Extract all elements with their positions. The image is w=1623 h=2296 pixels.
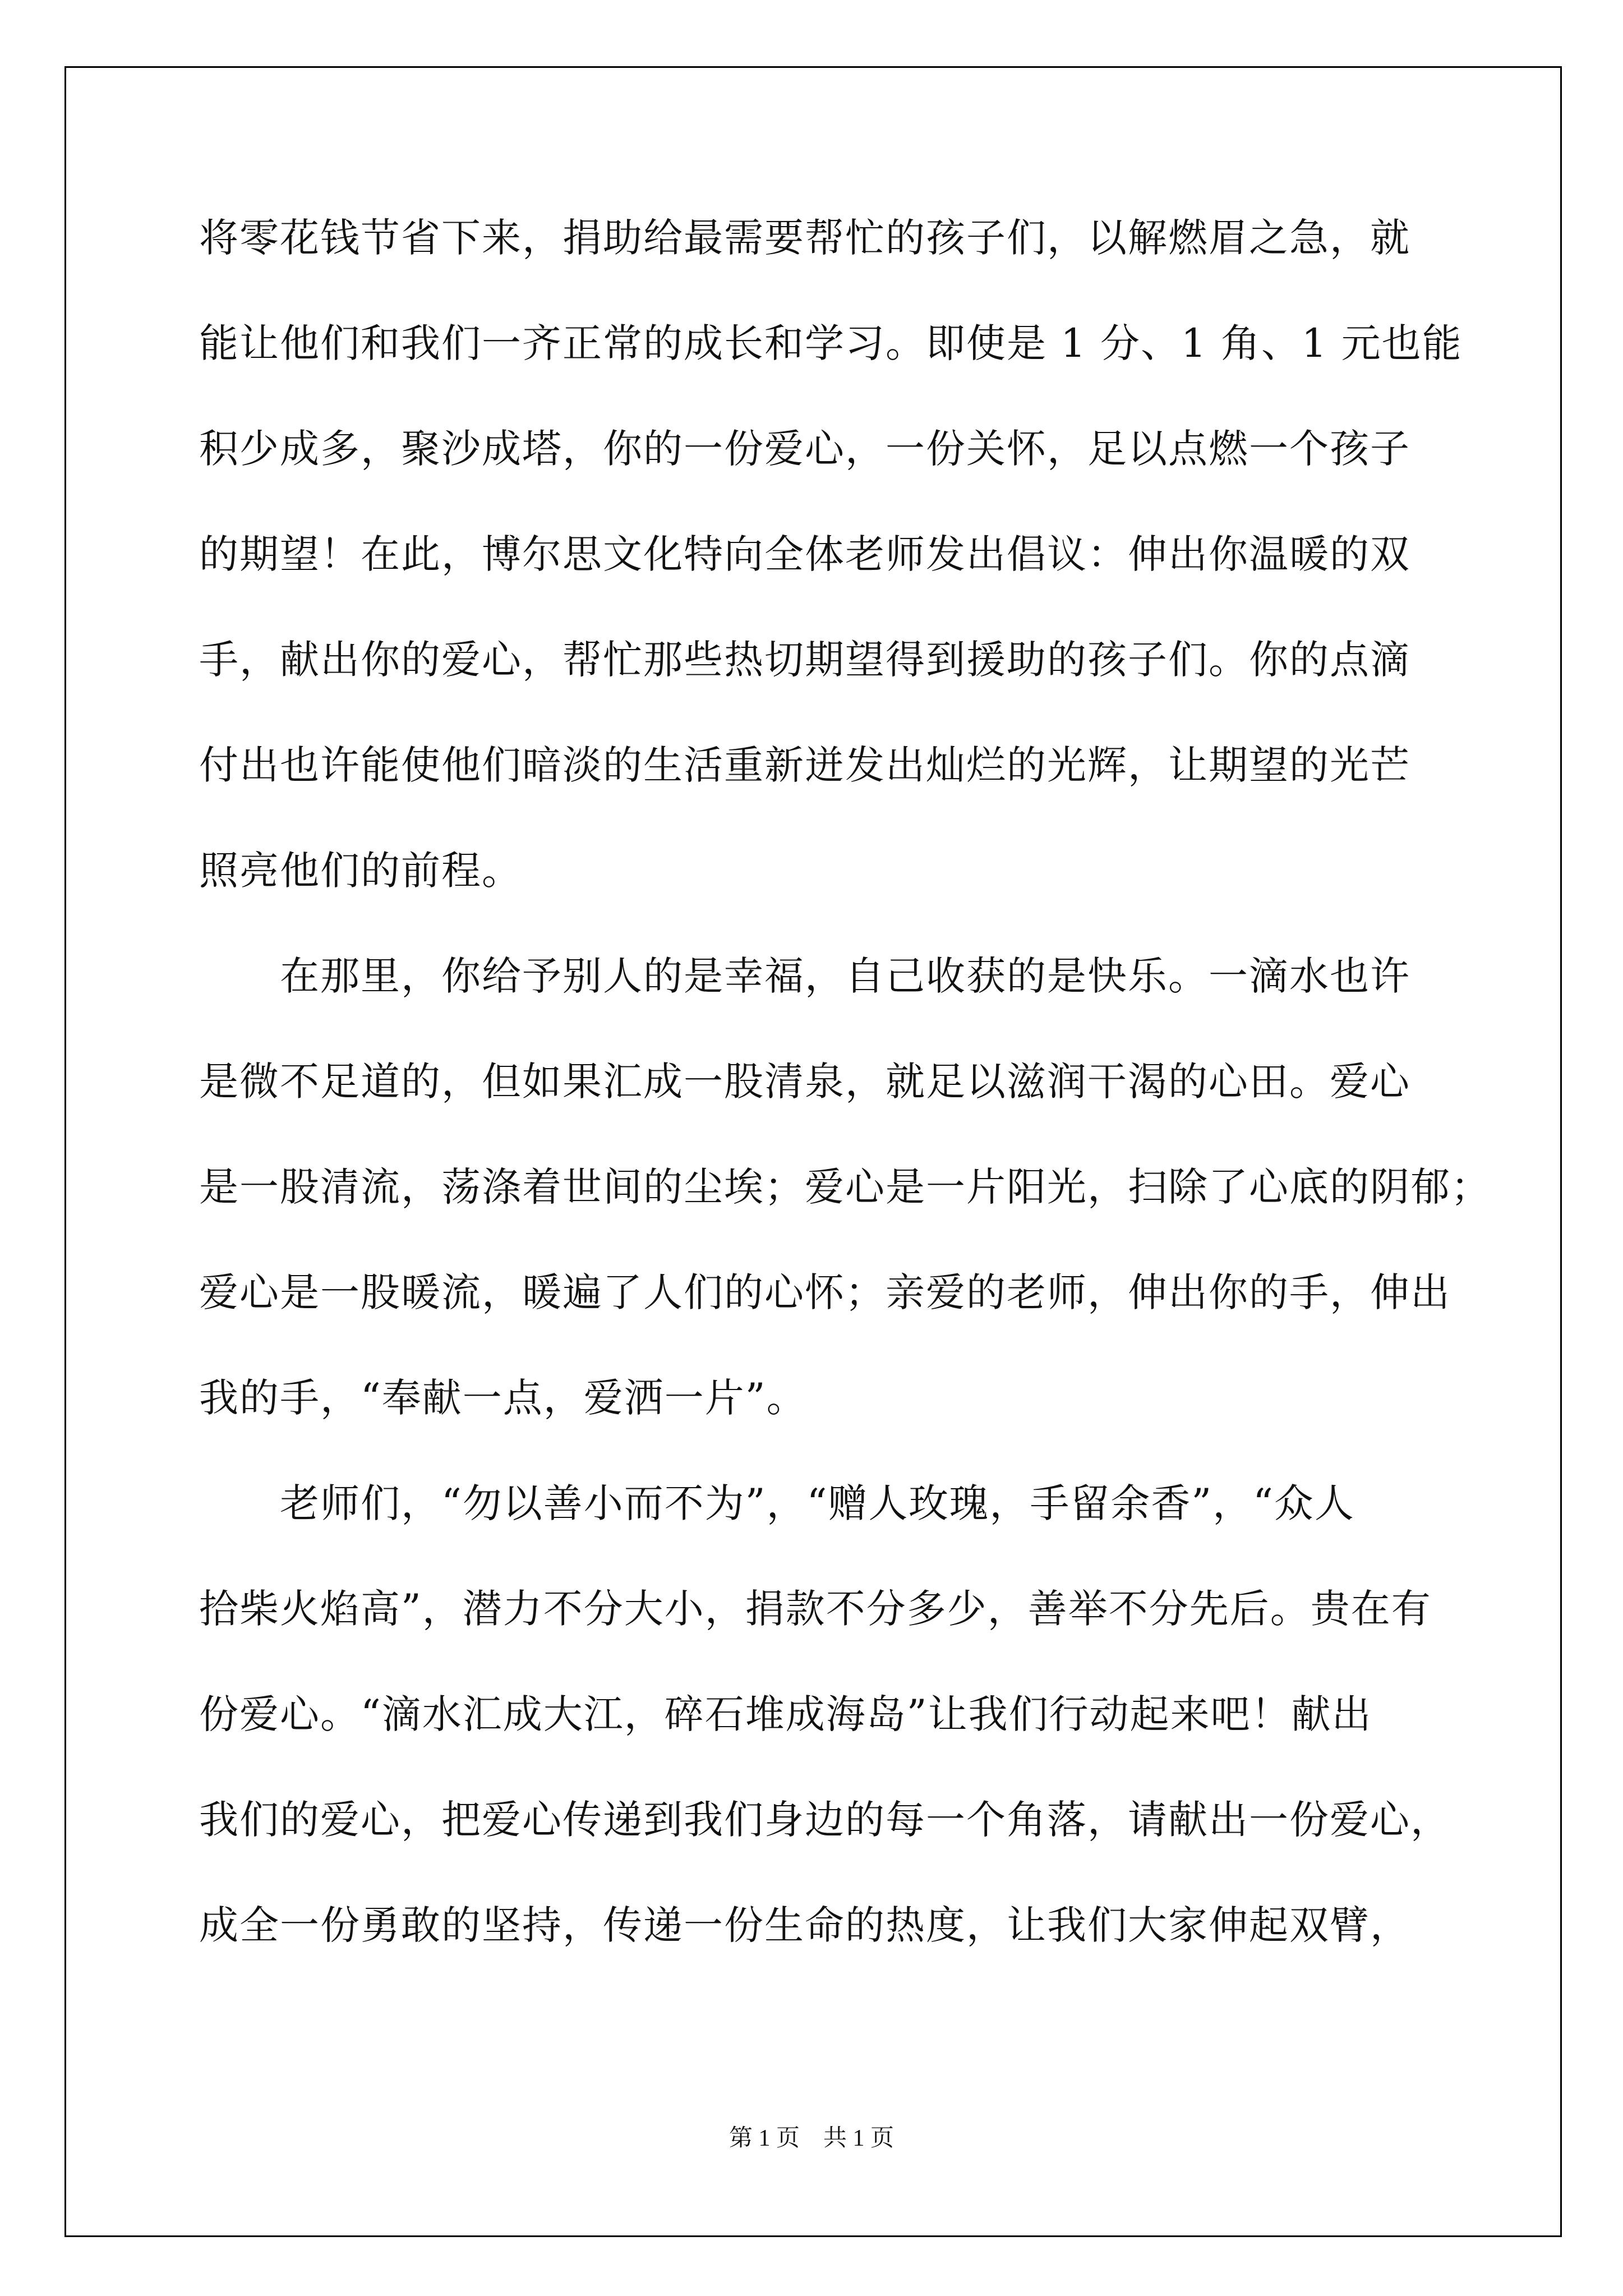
document-body [199,185,1491,1978]
text-line: 我们的爱心，把爱心传递到我们身边的每一个角落，请献出一份爱心， [199,1797,1451,1843]
text-line: 是微不足道的，但如果汇成一股清泉，就足以滋润干渴的心田。爱心 [199,1059,1410,1105]
paragraph-2 [199,923,1491,1451]
text-line: 付出也许能使他们暗淡的生活重新迸发出灿烂的光辉，让期望的光芒 [199,742,1410,788]
text-line: 老师们，“勿以善小而不为”，“赠人玫瑰，手留余香”，“众人 [199,1480,1355,1526]
page-number-footer: 第 1 页 共 1 页 [728,2125,894,2151]
text-line: 爱心是一股暖流，暖遍了人们的心怀；亲爱的老师，伸出你的手，伸出 [199,1269,1451,1315]
text-line: 拾柴火焰高”，潜力不分大小，捐款不分多少，善举不分先后。贵在有 [199,1586,1432,1632]
paragraph-1 [199,185,1463,923]
text-line: 的期望！在此，博尔思文化特向全体老师发出倡议：伸出你温暖的双 [199,531,1410,577]
text-line: 照亮他们的前程。 [199,848,522,894]
text-line: 份爱心。“滴水汇成大江，碎石堆成海岛”让我们行动起来吧！献出 [199,1691,1372,1737]
text-line: 能让他们和我们一齐正常的成长和学习。即使是 1 分、1 角、1 元也能 [199,320,1463,366]
text-line: 手，献出你的爱心，帮忙那些热切期望得到援助的孩子们。你的点滴 [199,637,1410,683]
text-line: 积少成多，聚沙成塔，你的一份爱心，一份关怀，足以点燃一个孩子 [199,426,1410,472]
text-line: 成全一份勇敢的坚持，传递一份生命的热度，让我们大家伸起双臂， [199,1902,1410,1948]
paragraph-3 [199,1451,1451,1978]
text-line: 是一股清流，荡涤着世间的尘埃；爱心是一片阳光，扫除了心底的阴郁； [199,1164,1491,1210]
text-line: 将零花钱节省下来，捐助给最需要帮忙的孩子们，以解燃眉之急，就 [199,215,1410,261]
text-line: 在那里，你给予别人的是幸福，自己收获的是快乐。一滴水也许 [199,953,1410,999]
text-line: 我的手，“奉献一点，爱洒一片”。 [199,1375,807,1421]
